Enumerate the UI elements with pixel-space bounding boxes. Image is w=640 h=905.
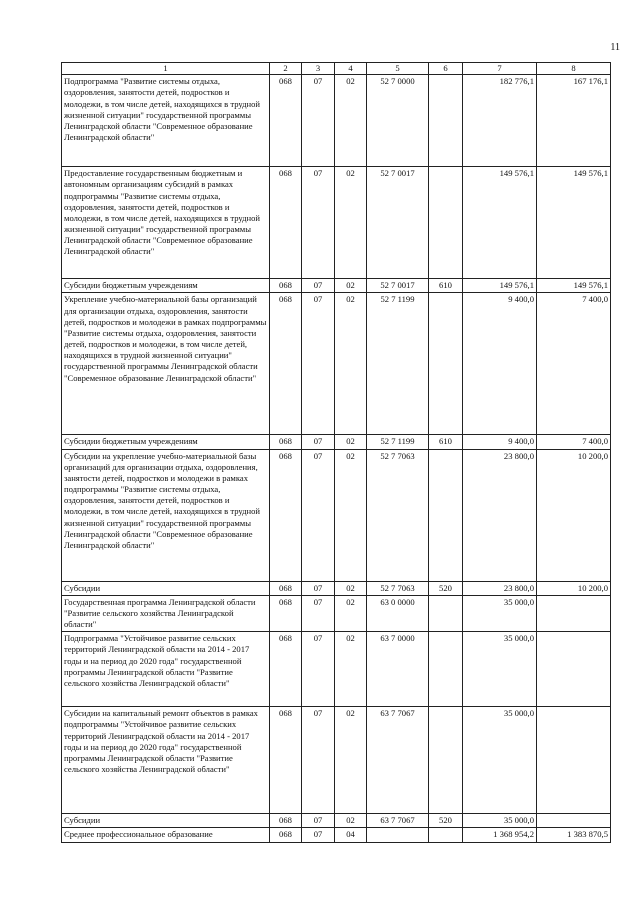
subsection-code: 02 — [335, 435, 367, 449]
target-article-code: 52 7 0000 — [367, 75, 429, 167]
section-code: 07 — [302, 435, 335, 449]
expense-type-code — [429, 449, 463, 581]
budget-table — [61, 62, 611, 843]
subsection-code: 02 — [335, 581, 367, 595]
row-name: Субсидии на капитальный ремонт объектов в рамках подпрограммы "Устойчивое развитие сельских территорий Ленинградской области на 2014 - 2017 годы и на период до 2020 года" государственной программы Ленинградской области "Развитие сельского хозяйства Ленинградской области" — [62, 707, 270, 814]
section-code: 07 — [302, 828, 335, 842]
table-row — [62, 435, 611, 449]
ministry-code: 068 — [270, 595, 302, 632]
amount-year2: 1 383 870,5 — [537, 828, 611, 842]
amount-year1: 182 776,1 — [463, 75, 537, 167]
amount-year2: 10 200,0 — [537, 449, 611, 581]
table-row — [62, 595, 611, 632]
target-article-code: 52 7 1199 — [367, 293, 429, 435]
expense-type-code: 610 — [429, 279, 463, 293]
amount-year2 — [537, 595, 611, 632]
row-name: Субсидии на укрепление учебно-материальной базы организаций для организации отдыха, оздоровления, занятости детей, подростков и молодежи в рамках подпрограммы "Развитие системы отдыха, оздоровления, занятости детей, подростков и молодежи, в том числе детей, находящихся в трудной жизненной ситуации" государственной программы Ленинградской области "Современное образование Ленинградской области" — [62, 449, 270, 581]
amount-year1: 9 400,0 — [463, 435, 537, 449]
subsection-code: 02 — [335, 449, 367, 581]
header-cell: 4 — [335, 63, 367, 75]
target-article-code: 63 7 7067 — [367, 707, 429, 814]
expense-type-code — [429, 167, 463, 279]
row-name: Субсидии бюджетным учреждениям — [62, 435, 270, 449]
table-row — [62, 632, 611, 707]
page-number: 11 — [610, 42, 620, 53]
header-cell: 8 — [537, 63, 611, 75]
header-cell: 2 — [270, 63, 302, 75]
row-name: Подпрограмма "Устойчивое развитие сельских территорий Ленинградской области на 2014 - 2017 годы и на период до 2020 года" государственной программы Ленинградской области "Развитие сельского хозяйства Ленинградской области" — [62, 632, 270, 707]
section-code: 07 — [302, 707, 335, 814]
subsection-code: 02 — [335, 632, 367, 707]
table-row — [62, 707, 611, 814]
target-article-code: 63 7 7067 — [367, 814, 429, 828]
target-article-code: 52 7 0017 — [367, 279, 429, 293]
section-code: 07 — [302, 581, 335, 595]
expense-type-code: 610 — [429, 435, 463, 449]
amount-year2 — [537, 707, 611, 814]
subsection-code: 02 — [335, 167, 367, 279]
ministry-code: 068 — [270, 814, 302, 828]
expense-type-code — [429, 595, 463, 632]
amount-year1: 149 576,1 — [463, 167, 537, 279]
expense-type-code — [429, 828, 463, 842]
amount-year1: 35 000,0 — [463, 595, 537, 632]
target-article-code — [367, 828, 429, 842]
ministry-code: 068 — [270, 293, 302, 435]
expense-type-code — [429, 632, 463, 707]
target-article-code: 52 7 7063 — [367, 581, 429, 595]
amount-year1: 35 000,0 — [463, 707, 537, 814]
amount-year2: 149 576,1 — [537, 279, 611, 293]
row-name: Укрепление учебно-материальной базы организаций для организации отдыха, оздоровления, занятости детей, подростков и молодежи в рамках подпрограммы "Развитие системы отдыха, оздоровления, занятости детей, подростков и молодежи, в том числе детей, находящихся в трудной жизненной ситуации" государственной программы Ленинградской области "Современное образование Ленинградской области" — [62, 293, 270, 435]
amount-year2: 10 200,0 — [537, 581, 611, 595]
subsection-code: 02 — [335, 707, 367, 814]
target-article-code: 52 7 0017 — [367, 167, 429, 279]
row-name: Государственная программа Ленинградской области "Развитие сельского хозяйства Ленинградской области" — [62, 595, 270, 632]
subsection-code: 02 — [335, 595, 367, 632]
expense-type-code — [429, 75, 463, 167]
subsection-code: 02 — [335, 279, 367, 293]
ministry-code: 068 — [270, 707, 302, 814]
amount-year1: 23 800,0 — [463, 581, 537, 595]
amount-year2: 7 400,0 — [537, 435, 611, 449]
ministry-code: 068 — [270, 632, 302, 707]
section-code: 07 — [302, 75, 335, 167]
ministry-code: 068 — [270, 75, 302, 167]
section-code: 07 — [302, 293, 335, 435]
subsection-code: 04 — [335, 828, 367, 842]
header-cell: 3 — [302, 63, 335, 75]
expense-type-code — [429, 707, 463, 814]
section-code: 07 — [302, 595, 335, 632]
amount-year1: 9 400,0 — [463, 293, 537, 435]
amount-year2: 7 400,0 — [537, 293, 611, 435]
row-name: Субсидии — [62, 581, 270, 595]
table-row — [62, 279, 611, 293]
table-row — [62, 75, 611, 167]
ministry-code: 068 — [270, 167, 302, 279]
table-row — [62, 449, 611, 581]
section-code: 07 — [302, 814, 335, 828]
section-code: 07 — [302, 279, 335, 293]
row-name: Субсидии — [62, 814, 270, 828]
amount-year1: 149 576,1 — [463, 279, 537, 293]
amount-year1: 35 000,0 — [463, 632, 537, 707]
header-cell: 6 — [429, 63, 463, 75]
target-article-code: 52 7 1199 — [367, 435, 429, 449]
ministry-code: 068 — [270, 449, 302, 581]
header-cell: 7 — [463, 63, 537, 75]
ministry-code: 068 — [270, 581, 302, 595]
amount-year1: 23 800,0 — [463, 449, 537, 581]
target-article-code: 63 7 0000 — [367, 632, 429, 707]
header-row — [62, 63, 611, 75]
amount-year2: 149 576,1 — [537, 167, 611, 279]
table-row — [62, 167, 611, 279]
row-name: Среднее профессиональное образование — [62, 828, 270, 842]
target-article-code: 52 7 7063 — [367, 449, 429, 581]
row-name: Субсидии бюджетным учреждениям — [62, 279, 270, 293]
section-code: 07 — [302, 167, 335, 279]
amount-year2 — [537, 632, 611, 707]
row-name: Подпрограмма "Развитие системы отдыха, оздоровления, занятости детей, подростков и молодежи, в том числе детей, находящихся в трудной жизненной ситуации" государственной программы Ленинградской области "Современное образование Ленинградской области" — [62, 75, 270, 167]
table-row — [62, 293, 611, 435]
expense-type-code — [429, 293, 463, 435]
row-name: Предоставление государственным бюджетным и автономным организациям субсидий в рамках подпрограммы "Развитие системы отдыха, оздоровления, занятости детей, подростков и молодежи, в том числе детей, находящихся в трудной жизненной ситуации" государственной программы Ленинградской области "Современное образование Ленинградской области" — [62, 167, 270, 279]
ministry-code: 068 — [270, 435, 302, 449]
amount-year2 — [537, 814, 611, 828]
subsection-code: 02 — [335, 75, 367, 167]
table-row — [62, 581, 611, 595]
ministry-code: 068 — [270, 279, 302, 293]
ministry-code: 068 — [270, 828, 302, 842]
section-code: 07 — [302, 632, 335, 707]
header-cell: 1 — [62, 63, 270, 75]
amount-year1: 35 000,0 — [463, 814, 537, 828]
subsection-code: 02 — [335, 814, 367, 828]
expense-type-code: 520 — [429, 581, 463, 595]
header-cell: 5 — [367, 63, 429, 75]
section-code: 07 — [302, 449, 335, 581]
amount-year1: 1 368 954,2 — [463, 828, 537, 842]
target-article-code: 63 0 0000 — [367, 595, 429, 632]
amount-year2: 167 176,1 — [537, 75, 611, 167]
table-row — [62, 814, 611, 828]
expense-type-code: 520 — [429, 814, 463, 828]
subsection-code: 02 — [335, 293, 367, 435]
table-row — [62, 828, 611, 842]
